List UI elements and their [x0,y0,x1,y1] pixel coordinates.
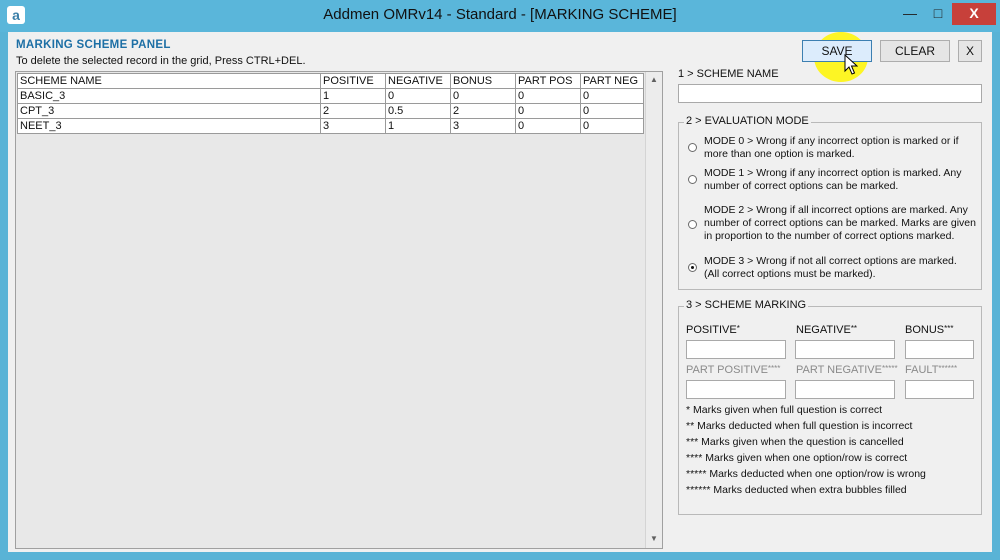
negative-label [796,324,857,336]
panel-hint: To delete the selected record in the grid, Press CTRL+DEL. [16,55,306,67]
mode-1-radio[interactable] [688,175,697,184]
negative-input[interactable] [795,340,895,359]
minimize-button[interactable]: — [903,5,917,21]
footnote: ** Marks deducted when full question is incorrect [686,420,913,432]
negative-footnote-mark: ** [850,324,858,333]
evaluation-mode-group [678,115,982,290]
column-header[interactable]: PART POS [516,74,581,89]
table-cell[interactable]: BASIC_3 [18,89,321,104]
column-header[interactable]: BONUS [451,74,516,89]
part-positive-label [686,364,780,376]
mode-1-line2: number of correct options can be marked. [704,180,899,192]
footnote: ***** Marks deducted when one option/row is wrong [686,468,926,480]
positive-label-text: POSITIVE [686,324,737,336]
part-negative-label-text: PART NEGATIVE [796,364,882,376]
close-panel-button[interactable]: X [958,40,982,62]
mode-0-line2: more than one option is marked. [704,148,855,160]
part-negative-label [796,364,898,376]
table-cell[interactable]: 0 [516,89,581,104]
column-header[interactable]: POSITIVE [321,74,386,89]
fault-footnote-mark: ****** [938,364,958,373]
client-area [8,32,992,552]
mouse-pointer-icon [844,54,858,76]
scheme-name-label: 1 > SCHEME NAME [678,68,779,80]
mode-0-description[interactable] [704,135,979,161]
mode-2-line3: in proportion to the number of correct options marked. [704,230,955,242]
table-cell[interactable]: 0.5 [386,104,451,119]
grid-vertical-scrollbar[interactable] [645,72,662,548]
table-cell[interactable]: 0 [386,89,451,104]
mode-1-line1: MODE 1 > Wrong if any incorrect option is marked. Any [704,167,962,179]
table-row[interactable] [18,104,644,119]
column-header[interactable]: PART NEG [581,74,644,89]
maximize-button[interactable]: □ [933,5,943,21]
mode-1-description[interactable] [704,167,979,193]
table-cell[interactable]: 2 [321,104,386,119]
fault-label [905,364,957,376]
mode-3-description[interactable] [704,255,979,281]
scheme-grid[interactable] [15,71,663,549]
title-bar[interactable] [0,0,1000,32]
table-cell[interactable]: 0 [581,119,644,134]
mode-0-radio[interactable] [688,143,697,152]
scheme-table[interactable] [17,73,644,134]
mode-3-line2: (All correct options must be marked). [704,268,876,280]
scroll-down-icon[interactable]: ▼ [650,534,658,543]
mode-0-line1: MODE 0 > Wrong if any incorrect option is marked or if [704,135,959,147]
clear-button[interactable]: CLEAR [880,40,950,62]
table-cell[interactable]: NEET_3 [18,119,321,134]
part-positive-input[interactable] [686,380,786,399]
footnote: **** Marks given when one option/row is correct [686,452,908,464]
positive-footnote-mark: * [736,324,740,333]
part-negative-footnote-mark: ***** [882,364,898,373]
part-negative-input[interactable] [795,380,895,399]
positive-label [686,324,740,336]
table-cell[interactable]: 3 [451,119,516,134]
bonus-footnote-mark: *** [944,324,954,333]
table-cell[interactable]: 0 [581,104,644,119]
panel-title: MARKING SCHEME PANEL [16,39,171,51]
footnote: *** Marks given when the question is cancelled [686,436,904,448]
scheme-marking-group [678,299,982,515]
table-cell[interactable]: 0 [516,119,581,134]
mode-3-radio[interactable] [688,263,697,272]
footnote: * Marks given when full question is correct [686,404,883,416]
bonus-input[interactable] [905,340,974,359]
positive-input[interactable] [686,340,786,359]
table-row[interactable] [18,119,644,134]
column-header[interactable]: NEGATIVE [386,74,451,89]
mode-2-description[interactable] [704,204,979,243]
scroll-up-icon[interactable]: ▲ [650,75,658,84]
table-cell[interactable]: 1 [321,89,386,104]
scheme-name-input[interactable] [678,84,982,103]
table-cell[interactable]: CPT_3 [18,104,321,119]
footnote: ****** Marks deducted when extra bubbles filled [686,484,907,496]
table-row[interactable] [18,89,644,104]
mode-2-line1: MODE 2 > Wrong if all incorrect options are marked. Any [704,204,968,216]
negative-label-text: NEGATIVE [796,324,851,336]
table-header-row [18,74,644,89]
evaluation-mode-legend: 2 > EVALUATION MODE [686,115,809,127]
bonus-label [905,324,953,336]
window-close-button[interactable]: X [952,3,996,25]
part-positive-footnote-mark: **** [767,364,781,373]
fault-label-text: FAULT [905,364,939,376]
window-title: Addmen OMRv14 - Standard - [MARKING SCHEME] [323,6,677,23]
table-cell[interactable]: 2 [451,104,516,119]
bonus-label-text: BONUS [905,324,945,336]
table-cell[interactable]: 0 [581,89,644,104]
table-cell[interactable]: 0 [516,104,581,119]
save-button[interactable]: SAVE [802,40,872,62]
table-cell[interactable]: 0 [451,89,516,104]
mode-2-radio[interactable] [688,220,697,229]
app-logo-icon: a [7,6,25,24]
part-positive-label-text: PART POSITIVE [686,364,768,376]
mode-3-line1: MODE 3 > Wrong if not all correct options are marked. [704,255,957,267]
mode-2-line2: number of correct options can be marked. Marks are given [704,217,976,229]
scheme-marking-legend: 3 > SCHEME MARKING [686,299,807,311]
table-cell[interactable]: 1 [386,119,451,134]
table-cell[interactable]: 3 [321,119,386,134]
column-header[interactable]: SCHEME NAME [18,74,321,89]
fault-input[interactable] [905,380,974,399]
